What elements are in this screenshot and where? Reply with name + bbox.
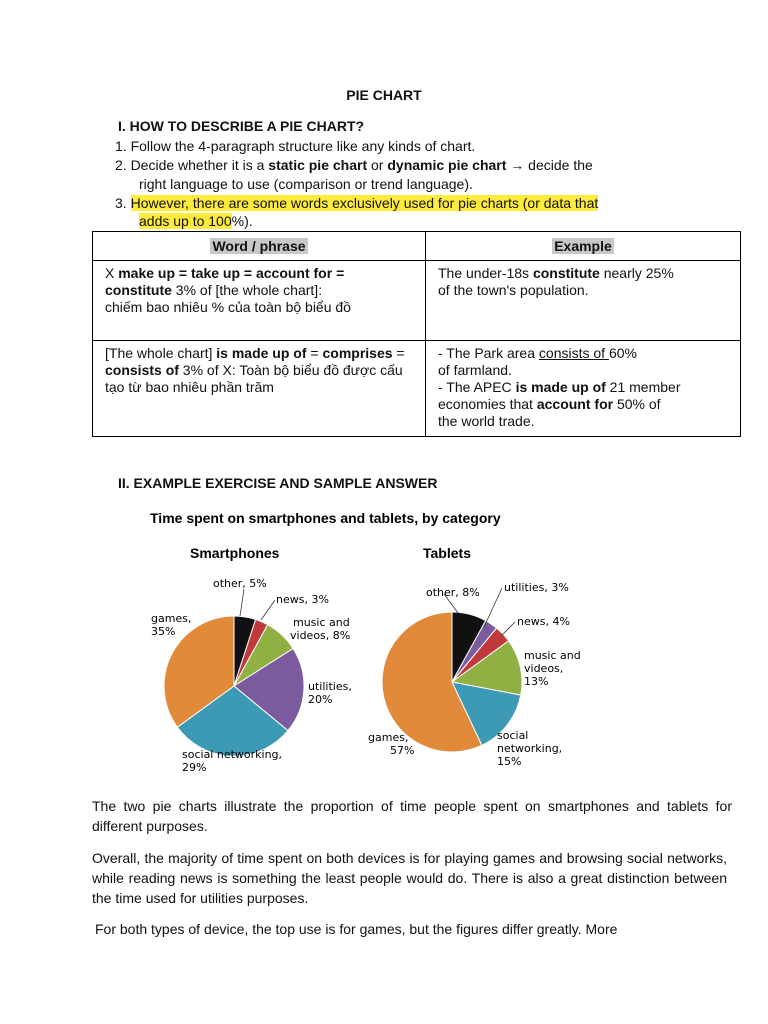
label-tablets-music-value: 13% bbox=[524, 675, 549, 688]
dynamic-pie-chart-term: dynamic pie chart bbox=[387, 157, 507, 173]
label-smartphones-music-text: music and bbox=[293, 616, 350, 629]
example-2a-term: consists of bbox=[538, 345, 609, 361]
phrase-2-term-c: consists of bbox=[105, 362, 179, 378]
list-item-1: 1. Follow the 4-paragraph structure like any kinds of chart. bbox=[115, 138, 476, 154]
chart-subtitle-smartphones: Smartphones bbox=[190, 545, 280, 561]
chart-title: Time spent on smartphones and tablets, by category bbox=[150, 510, 501, 526]
phrase-1-terms: make up = take up = account for = constitute bbox=[105, 265, 345, 298]
label-smartphones-news: news, 3% bbox=[276, 593, 329, 606]
label-tablets-social-text: social bbox=[497, 729, 529, 742]
section-heading-how-to: I. HOW TO DESCRIBE A PIE CHART? bbox=[118, 118, 365, 134]
label-smartphones-utilities-text: utilities, bbox=[308, 680, 352, 693]
label-smartphones-social-value: 29% bbox=[182, 761, 207, 774]
list-item-3-number: 3. bbox=[115, 195, 131, 211]
example-1-start: The under-18s bbox=[438, 265, 533, 281]
example-2b-start: - The APEC bbox=[438, 379, 516, 395]
static-pie-chart-term: static pie chart bbox=[268, 157, 368, 173]
phrase-1-translation: chiếm bao nhiêu % của toàn bộ biểu đồ bbox=[105, 299, 351, 315]
label-tablets-social bbox=[497, 729, 562, 768]
label-smartphones-utilities bbox=[308, 680, 352, 706]
highlighted-note-end: adds up to 100 bbox=[139, 213, 232, 229]
label-tablets-utilities: utilities, 3% bbox=[504, 581, 569, 594]
table-cell-example-1 bbox=[426, 261, 741, 341]
column-header-word-label: Word / phrase bbox=[212, 237, 306, 254]
label-smartphones-social-text: social networking, bbox=[182, 748, 283, 761]
phrase-2-translation: 3% of X: Toàn bộ biểu đồ được cấu tạo từ bao nhiêu phần trăm bbox=[105, 362, 403, 395]
leader-smartphones-other bbox=[240, 589, 244, 616]
label-tablets-games bbox=[368, 731, 414, 757]
list-item-3 bbox=[115, 194, 598, 212]
list-item-2-or: or bbox=[367, 157, 388, 173]
example-1-end: of the town's population. bbox=[438, 282, 589, 298]
leader-smartphones-news bbox=[261, 600, 275, 620]
example-2a-end: of farmland. bbox=[438, 362, 512, 378]
label-tablets-music-text-2: videos, bbox=[524, 662, 564, 675]
phrase-2-eq-2: = bbox=[392, 345, 405, 361]
label-smartphones-music-text-2: videos, 8% bbox=[290, 629, 351, 642]
phrase-2-term-a: is made up of bbox=[216, 345, 307, 361]
label-tablets-news: news, 4% bbox=[517, 615, 570, 628]
table-cell-phrase-2 bbox=[93, 341, 426, 437]
page-title: PIE CHART bbox=[346, 87, 422, 103]
example-2b-line: economies that bbox=[438, 396, 537, 412]
example-2b-term: is made up of bbox=[515, 379, 606, 395]
example-2b-mid: 21 member bbox=[605, 379, 681, 395]
phrase-2-term-b: comprises bbox=[322, 345, 393, 361]
label-smartphones-utilities-value: 20% bbox=[308, 693, 333, 706]
vocabulary-table bbox=[92, 231, 741, 437]
chart-subtitle-tablets: Tablets bbox=[423, 545, 471, 561]
leader-tablets-news bbox=[502, 622, 515, 635]
section-heading-example: II. EXAMPLE EXERCISE AND SAMPLE ANSWER bbox=[118, 475, 438, 491]
label-tablets-social-text-2: networking, bbox=[497, 742, 563, 755]
column-header-example bbox=[426, 232, 741, 261]
column-header-example-label: Example bbox=[554, 237, 612, 254]
label-smartphones-games-text: games, bbox=[151, 612, 192, 625]
label-smartphones-other: other, 5% bbox=[213, 577, 267, 590]
leader-tablets-utilities bbox=[484, 588, 502, 627]
list-item-2-continued: right language to use (comparison or trend language). bbox=[139, 176, 473, 192]
paragraph-introduction: The two pie charts illustrate the proportion of time people spent on smartphones and tablets for different purposes. bbox=[92, 798, 732, 834]
paragraph-overview: Overall, the majority of time spent on both devices is for playing games and browsing social networks, while reading news is something the least people would do. There is also a great distinction between the time used for utilities purposes. bbox=[92, 850, 727, 906]
example-2b-end: the world trade. bbox=[438, 413, 535, 429]
table-header-row bbox=[93, 232, 741, 261]
label-smartphones-games bbox=[151, 612, 191, 638]
label-tablets-social-value: 15% bbox=[497, 755, 522, 768]
label-smartphones-games-value: 35% bbox=[151, 625, 176, 638]
table-cell-example-2 bbox=[426, 341, 741, 437]
label-tablets-other: other, 8% bbox=[426, 586, 480, 599]
table-cell-phrase-1 bbox=[93, 261, 426, 341]
example-1-term: constitute bbox=[532, 265, 600, 281]
label-tablets-games-value: 57% bbox=[390, 744, 415, 757]
label-tablets-games-text: games, bbox=[368, 731, 409, 744]
pie-smartphones bbox=[164, 616, 304, 756]
phrase-2-eq-1: = bbox=[306, 345, 323, 361]
example-2a-value: 60% bbox=[608, 345, 637, 361]
label-tablets-music bbox=[524, 649, 581, 688]
highlighted-note: However, there are some words exclusively used for pie charts (or data that bbox=[130, 195, 599, 211]
label-smartphones-social bbox=[182, 748, 282, 774]
list-item-2 bbox=[115, 156, 593, 174]
column-header-word bbox=[93, 232, 426, 261]
list-item-3-continued bbox=[139, 212, 253, 230]
table-row bbox=[93, 261, 741, 341]
label-smartphones-music bbox=[290, 616, 350, 642]
table-row bbox=[93, 341, 741, 437]
example-2b-term-2: account for bbox=[536, 396, 614, 412]
example-1-mid: nearly 25% bbox=[599, 265, 674, 281]
example-2a-start: - The Park area bbox=[438, 345, 539, 361]
list-item-2-end: → decide the bbox=[506, 157, 593, 173]
phrase-1-subject: X bbox=[105, 265, 119, 281]
list-item-2-text: 2. Decide whether it is a bbox=[115, 157, 269, 173]
phrase-1-pattern: 3% of [the whole chart]: bbox=[171, 282, 323, 298]
label-tablets-music-text: music and bbox=[524, 649, 581, 662]
phrase-2-subject: [The whole chart] bbox=[105, 345, 217, 361]
list-item-3-tail: %). bbox=[231, 213, 253, 229]
example-2b-value: 50% of bbox=[613, 396, 661, 412]
pie-charts-figure bbox=[140, 505, 600, 780]
paragraph-body: For both types of device, the top use is for games, but the figures differ greatly. More bbox=[95, 921, 618, 937]
